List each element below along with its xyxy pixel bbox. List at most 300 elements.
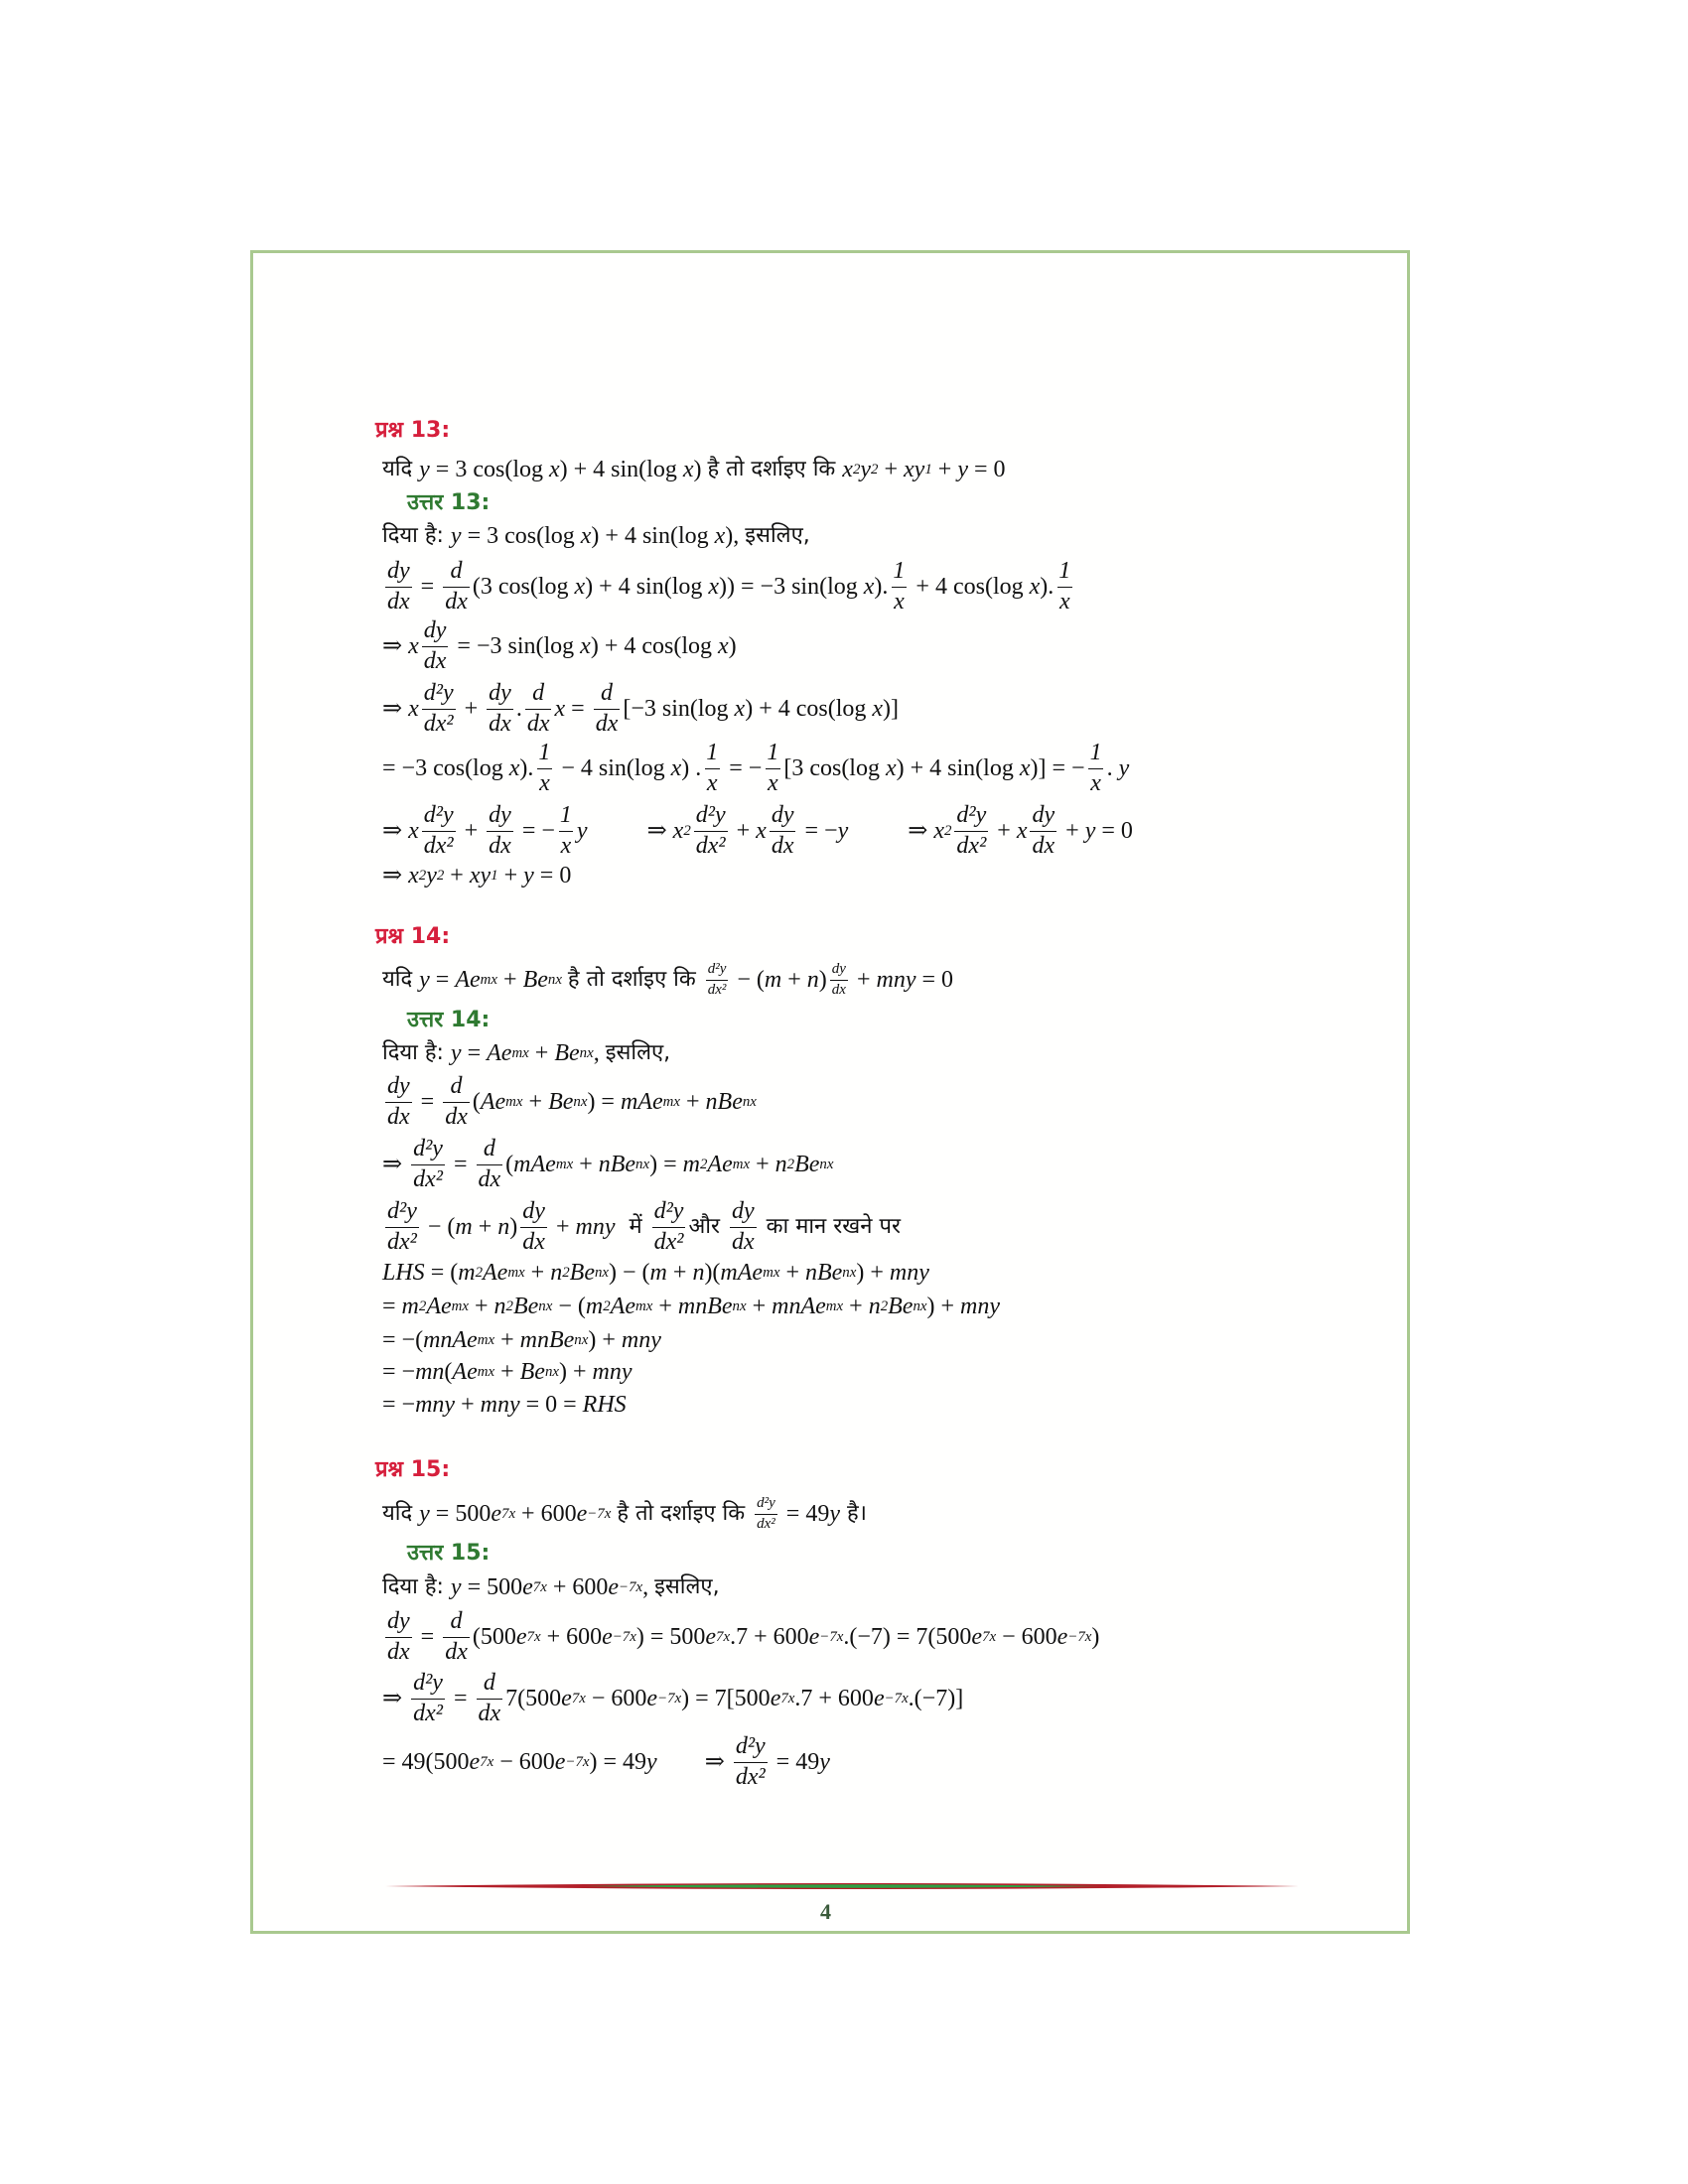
math-text: ). xyxy=(874,574,889,600)
math-text: ) + xyxy=(856,1260,890,1286)
math-text: nBe xyxy=(598,1152,636,1177)
math-text: nBe xyxy=(804,1260,843,1286)
numerator: dy xyxy=(831,960,846,977)
math-text: x xyxy=(408,633,419,659)
math-text: ) + 4 sin(log xyxy=(896,755,1020,781)
denominator: x xyxy=(1058,588,1070,614)
math-text: n xyxy=(774,1152,787,1177)
math-text: )] xyxy=(883,696,900,722)
numerator: d²y xyxy=(423,680,454,707)
fraction xyxy=(422,681,456,736)
math-text: y xyxy=(419,457,430,482)
math-text: = −3 cos(log xyxy=(382,755,509,781)
fraction xyxy=(704,741,720,795)
math-text: Ae xyxy=(707,1152,733,1177)
denominator: dx² xyxy=(413,1700,443,1726)
math-text: + xyxy=(522,1089,549,1115)
math-text: .7 + 600 xyxy=(730,1624,809,1650)
fraction xyxy=(477,1137,503,1191)
math-text: + xyxy=(528,1040,555,1066)
math-text: Be xyxy=(554,1040,580,1066)
numerator: dy xyxy=(387,558,410,585)
math-text: .7 + 600 xyxy=(794,1686,874,1711)
math-text: mnBe xyxy=(677,1294,733,1319)
math-text: + 600 xyxy=(515,1501,577,1527)
math-text: + xyxy=(494,1359,520,1385)
math-text: x xyxy=(734,696,746,722)
math-text: ( xyxy=(444,1359,453,1385)
math-text: ⇒ xyxy=(382,1152,409,1177)
math-text: n xyxy=(497,1214,510,1240)
numerator: 1 xyxy=(893,558,906,585)
math-text: = 49(500 xyxy=(382,1749,470,1775)
math-text: x xyxy=(508,755,520,781)
math-text: = 3 cos(log xyxy=(461,523,581,549)
math-text: mny xyxy=(621,1327,661,1353)
math-text: ) + 4 sin(log xyxy=(585,574,709,600)
fraction xyxy=(652,1199,686,1254)
math-text: ⇒ xyxy=(587,818,673,844)
math-text: ) xyxy=(1091,1624,1100,1650)
hindi-text: उत्तर 13: xyxy=(407,490,491,515)
math-text: . xyxy=(515,696,522,722)
denominator: dx xyxy=(522,1228,545,1255)
fraction xyxy=(525,681,552,736)
math-text: + xyxy=(494,1327,520,1353)
numerator: d²y xyxy=(423,802,454,829)
math-text: + xyxy=(549,1214,576,1240)
denominator: dx xyxy=(423,647,447,674)
math-text: ) xyxy=(509,1214,518,1240)
fraction xyxy=(487,803,513,858)
math-text: y xyxy=(426,863,437,888)
numerator: 1 xyxy=(706,740,719,766)
math-text: mny xyxy=(876,967,916,993)
denominator: dx xyxy=(771,832,794,859)
fraction xyxy=(706,962,729,999)
numerator: dy xyxy=(387,1608,410,1635)
math-text: ) xyxy=(728,633,737,659)
denominator: dx² xyxy=(695,832,726,859)
math-text: ) + 4 cos(log xyxy=(745,696,873,722)
math-text: + xyxy=(781,967,807,993)
math-text: + xyxy=(524,1260,551,1286)
math-text: e xyxy=(522,1574,533,1600)
numerator: d²y xyxy=(695,802,726,829)
math-text: mny xyxy=(960,1294,1000,1319)
fraction xyxy=(443,1609,470,1664)
math-text: − 600 xyxy=(585,1686,647,1711)
math-text: + xyxy=(878,457,905,482)
numerator: dy xyxy=(387,1073,410,1100)
hindi-text: इसलिए, xyxy=(605,1040,671,1065)
math-text: = − xyxy=(798,818,838,844)
math-text: + xyxy=(455,1392,481,1418)
denominator: dx xyxy=(526,710,550,737)
denominator: dx² xyxy=(707,981,727,998)
math-text: , xyxy=(642,1574,655,1600)
math-text: y xyxy=(450,1574,462,1600)
math-text: mny xyxy=(889,1260,929,1286)
math-text: , xyxy=(593,1040,606,1066)
denominator: dx² xyxy=(956,832,987,859)
math-text: − 600 xyxy=(493,1749,555,1775)
math-text: e xyxy=(770,1686,781,1711)
math-text: e xyxy=(491,1501,501,1527)
denominator: dx xyxy=(478,1700,501,1726)
math-text: − ( xyxy=(731,967,765,993)
math-text: = xyxy=(414,1624,441,1650)
math-text: = 0 = xyxy=(519,1392,583,1418)
math-text: Ae xyxy=(480,1089,506,1115)
math-text: = xyxy=(429,967,456,993)
math-text: 7(500 xyxy=(505,1686,562,1711)
math-text: ) + xyxy=(559,1359,593,1385)
math-text: = 500 xyxy=(429,1501,492,1527)
fraction xyxy=(1088,741,1104,795)
math-text: ) xyxy=(818,967,827,993)
hindi-text: का मान रखने पर xyxy=(759,1214,901,1239)
math-text: xy xyxy=(904,457,925,482)
denominator: dx² xyxy=(423,710,454,737)
math-text: y xyxy=(837,818,849,844)
math-text: ) = xyxy=(649,1152,683,1177)
footer-divider xyxy=(385,1882,1299,1890)
numerator: d²y xyxy=(757,1494,775,1511)
hindi-text: है तो दर्शाइए कि xyxy=(567,967,703,992)
math-text: x xyxy=(872,696,884,722)
hindi-text: प्रश्न 15: xyxy=(375,1457,451,1482)
fraction xyxy=(385,559,412,614)
math-text: mAe xyxy=(720,1260,764,1286)
numerator: d xyxy=(483,1136,495,1162)
numerator: 1 xyxy=(559,802,572,829)
math-text: ) + xyxy=(926,1294,961,1319)
math-text: Ae xyxy=(487,1040,512,1066)
math-text: + xyxy=(458,696,485,722)
numerator: dy xyxy=(522,1198,545,1225)
math-text: ) + 4 sin(log xyxy=(591,523,715,549)
numerator: dy xyxy=(731,1198,755,1225)
fraction xyxy=(734,1734,768,1789)
math-text: x xyxy=(574,574,586,600)
math-text: y xyxy=(819,1749,830,1775)
math-text: x xyxy=(408,863,419,888)
math-text: y xyxy=(957,457,968,482)
math-text: ⇒ xyxy=(656,1749,731,1775)
math-text: = − xyxy=(382,1359,416,1385)
math-text: x xyxy=(1016,818,1028,844)
math-text: e xyxy=(608,1574,620,1600)
fraction xyxy=(443,1074,470,1129)
math-text: )( xyxy=(704,1260,721,1286)
math-text: Be xyxy=(794,1152,820,1177)
math-text: + xyxy=(469,1294,494,1319)
math-text: ⇒ xyxy=(382,696,409,722)
math-text: Ae xyxy=(455,967,481,993)
math-text: Ae xyxy=(452,1359,478,1385)
math-text: = xyxy=(447,1152,474,1177)
numerator: d²y xyxy=(707,960,727,977)
math-text: + xyxy=(497,967,523,993)
math-text: mny xyxy=(592,1359,633,1385)
math-text: ). xyxy=(1040,574,1055,600)
math-text: x xyxy=(1029,574,1041,600)
math-text: e xyxy=(515,1624,527,1650)
denominator: x xyxy=(560,832,572,859)
fraction xyxy=(770,803,796,858)
denominator: dx xyxy=(731,1228,755,1255)
math-text: y xyxy=(450,523,462,549)
math-text: mn xyxy=(415,1359,445,1385)
numerator: 1 xyxy=(1089,740,1102,766)
math-text: + xyxy=(850,967,877,993)
math-text: x xyxy=(672,818,684,844)
math-text: x xyxy=(885,755,897,781)
hindi-text: यदि xyxy=(382,457,420,481)
hindi-text: दिया है: xyxy=(382,1574,451,1599)
math-text: ⇒ xyxy=(848,818,934,844)
math-text: = xyxy=(461,1040,488,1066)
hindi-text: दिया है: xyxy=(382,523,451,548)
math-text: n xyxy=(493,1294,506,1319)
math-text: = 0 xyxy=(1095,818,1133,844)
math-text: ⇒ xyxy=(382,818,409,844)
denominator: dx xyxy=(387,1103,410,1130)
math-text: n xyxy=(868,1294,881,1319)
numerator: d xyxy=(601,680,614,707)
math-text: + xyxy=(730,818,757,844)
math-text: ) + 4 cos(log xyxy=(590,633,719,659)
numerator: 1 xyxy=(767,740,779,766)
numerator: d²y xyxy=(387,1198,417,1225)
fraction xyxy=(520,1199,547,1254)
math-text: mAe xyxy=(620,1089,663,1115)
math-text: ⇒ xyxy=(382,863,409,888)
denominator: x xyxy=(706,769,718,796)
hindi-text: उत्तर 14: xyxy=(407,1008,491,1032)
hindi-text: प्रश्न 14: xyxy=(375,924,451,949)
page-number: 4 xyxy=(820,1899,831,1924)
math-text: e xyxy=(561,1686,572,1711)
math-text: e xyxy=(576,1501,588,1527)
math-text: m xyxy=(585,1294,604,1319)
fraction xyxy=(830,962,848,999)
math-text: = 500 xyxy=(461,1574,523,1600)
math-text: Be xyxy=(888,1294,914,1319)
fraction xyxy=(891,559,907,614)
math-text: . xyxy=(1106,755,1119,781)
math-text: n xyxy=(550,1260,563,1286)
math-text: y xyxy=(860,457,872,482)
math-text: + xyxy=(573,1152,599,1177)
math-text: mny xyxy=(575,1214,616,1240)
math-text: x xyxy=(408,696,419,722)
math-text: x xyxy=(408,818,419,844)
math-text: n xyxy=(692,1260,705,1286)
math-text: xy xyxy=(469,863,492,888)
math-text: ( xyxy=(505,1152,514,1177)
fraction xyxy=(443,559,470,614)
math-text: y xyxy=(523,863,534,888)
math-text: + 600 xyxy=(540,1624,603,1650)
math-text: y xyxy=(576,818,588,844)
math-text: − 600 xyxy=(996,1624,1057,1650)
numerator: d xyxy=(450,1073,463,1100)
denominator: dx² xyxy=(423,832,454,859)
math-text: mny xyxy=(415,1392,456,1418)
math-text: ⇒ xyxy=(382,633,409,659)
fraction xyxy=(385,1609,412,1664)
denominator: dx xyxy=(489,832,511,859)
math-text: + xyxy=(931,457,958,482)
math-text: − ( xyxy=(552,1294,586,1319)
fraction xyxy=(594,681,621,736)
math-text: y xyxy=(419,1501,430,1527)
math-text: )) = −3 sin(log xyxy=(719,574,864,600)
math-text: m xyxy=(649,1260,667,1286)
math-text: y xyxy=(450,1040,462,1066)
math-text: ) + xyxy=(588,1327,622,1353)
numerator: d xyxy=(450,558,463,585)
math-text: x xyxy=(718,633,729,659)
math-text: ( xyxy=(472,1089,481,1115)
denominator: x xyxy=(539,769,550,796)
math-text: ) + 4 sin(log xyxy=(559,457,683,482)
hindi-text: यदि xyxy=(382,967,420,992)
numerator: dy xyxy=(771,802,794,829)
math-text: y xyxy=(1084,818,1096,844)
math-text: x xyxy=(554,696,566,722)
math-text: Be xyxy=(522,967,548,993)
hindi-text: है। xyxy=(839,1501,867,1526)
math-text: Be xyxy=(519,1359,545,1385)
math-text: + xyxy=(779,1260,805,1286)
fraction xyxy=(730,1199,757,1254)
math-text: x xyxy=(756,818,767,844)
math-text: + xyxy=(497,863,524,888)
math-text: m xyxy=(764,967,782,993)
hindi-text: दिया है: xyxy=(382,1040,451,1065)
math-text: e xyxy=(646,1686,658,1711)
math-text: mny xyxy=(480,1392,520,1418)
fraction xyxy=(1056,559,1072,614)
math-text: = − xyxy=(515,818,555,844)
math-text: .(−7) = 7(500 xyxy=(843,1624,972,1650)
math-text: x xyxy=(670,755,682,781)
math-text: ) = 7[500 xyxy=(681,1686,771,1711)
hindi-text: इसलिए, xyxy=(745,523,810,548)
fraction xyxy=(411,1671,445,1725)
denominator: dx xyxy=(445,1103,468,1130)
math-text: ) = 500 xyxy=(635,1624,706,1650)
math-text: ) − ( xyxy=(609,1260,650,1286)
math-text: = xyxy=(414,574,441,600)
math-text: x xyxy=(933,818,944,844)
math-text: + xyxy=(472,1214,498,1240)
math-text: = 49 xyxy=(770,1749,820,1775)
math-text: Ae xyxy=(426,1294,452,1319)
math-text: − 4 sin(log xyxy=(555,755,671,781)
math-text: e xyxy=(602,1624,613,1650)
math-text: (500 xyxy=(472,1624,516,1650)
math-text: ) = xyxy=(587,1089,621,1115)
numerator: d²y xyxy=(653,1198,684,1225)
fraction xyxy=(755,1496,777,1533)
denominator: dx² xyxy=(757,1515,775,1532)
math-text: = 0 xyxy=(967,457,1006,482)
math-text: m xyxy=(458,1260,476,1286)
denominator: dx xyxy=(831,981,846,998)
numerator: d²y xyxy=(413,1670,443,1697)
math-text: + xyxy=(458,818,485,844)
numerator: dy xyxy=(423,617,447,644)
hindi-text: में xyxy=(615,1214,649,1239)
numerator: d xyxy=(532,680,545,707)
math-text: + xyxy=(1059,818,1085,844)
math-text: m xyxy=(455,1214,473,1240)
math-text: nBe xyxy=(705,1089,743,1115)
math-text: e xyxy=(554,1749,566,1775)
numerator: dy xyxy=(1032,802,1055,829)
denominator: dx² xyxy=(735,1763,766,1790)
numerator: 1 xyxy=(1058,558,1071,585)
math-text: ). xyxy=(519,755,534,781)
math-text: + 4 cos(log xyxy=(910,574,1030,600)
math-text: = − xyxy=(723,755,763,781)
hindi-text: इसलिए, xyxy=(654,1574,720,1599)
math-text: + xyxy=(666,1260,693,1286)
fraction xyxy=(558,803,574,858)
math-text: ) xyxy=(693,457,708,482)
fraction xyxy=(694,803,728,858)
denominator: dx² xyxy=(413,1165,443,1192)
denominator: x xyxy=(1090,769,1101,796)
math-text: x xyxy=(708,574,720,600)
math-text: [3 cos(log xyxy=(783,755,886,781)
math-text: = 49 xyxy=(779,1501,830,1527)
math-text: mnBe xyxy=(519,1327,575,1353)
numerator: d²y xyxy=(413,1136,443,1162)
numerator: dy xyxy=(489,802,511,829)
math-text: [−3 sin(log xyxy=(623,696,735,722)
numerator: d xyxy=(450,1608,463,1635)
math-text: = −3 sin(log xyxy=(451,633,581,659)
fraction xyxy=(385,1199,419,1254)
math-text: n xyxy=(806,967,819,993)
fraction xyxy=(487,681,513,736)
math-text: + xyxy=(746,1294,773,1319)
hindi-text: है तो दर्शाइए कि xyxy=(617,1501,753,1526)
math-text: = xyxy=(414,1089,441,1115)
math-text: = −( xyxy=(382,1327,424,1353)
fraction xyxy=(422,803,456,858)
math-text: y xyxy=(646,1749,657,1775)
math-text: y xyxy=(829,1501,840,1527)
hindi-text: है तो दर्शाइए कि xyxy=(707,457,843,481)
math-text: = 3 cos(log xyxy=(429,457,549,482)
denominator: dx xyxy=(595,710,619,737)
hindi-text: यदि xyxy=(382,1501,420,1526)
math-text: = xyxy=(565,696,591,722)
fraction xyxy=(1030,803,1056,858)
math-text: + xyxy=(750,1152,775,1177)
math-text: Be xyxy=(569,1260,595,1286)
fraction xyxy=(411,1137,445,1191)
numerator: d²y xyxy=(956,802,987,829)
math-text: mnAe xyxy=(423,1327,478,1353)
denominator: dx xyxy=(445,1638,468,1665)
